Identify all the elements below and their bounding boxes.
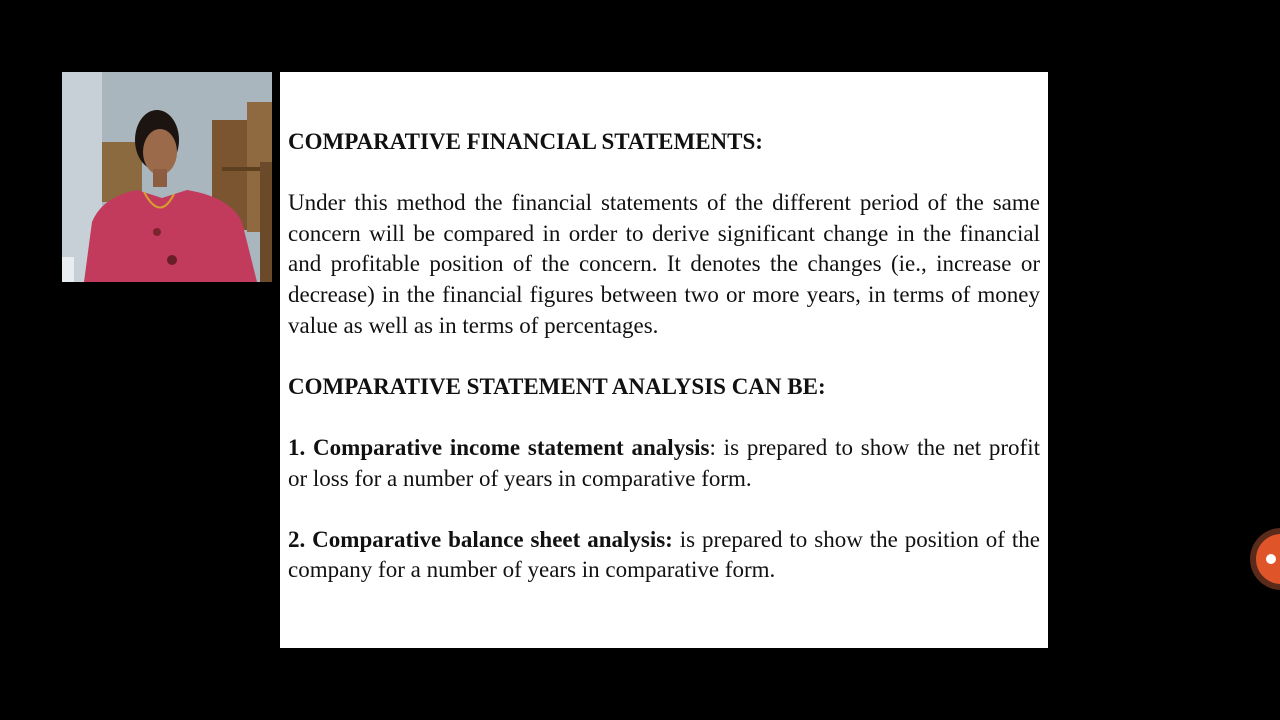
slide-heading-comparative-financial-statements: COMPARATIVE FINANCIAL STATEMENTS: bbox=[288, 129, 763, 154]
presentation-slide bbox=[280, 72, 1048, 648]
slide-content bbox=[288, 127, 1040, 586]
presenter-image bbox=[62, 72, 272, 282]
slide-heading-analysis-types: COMPARATIVE STATEMENT ANALYSIS CAN BE: bbox=[288, 373, 826, 399]
item-title: 1. Comparative income statement analysis bbox=[288, 434, 710, 460]
slide-list-item-income-statement bbox=[288, 433, 1040, 494]
presenter-webcam bbox=[62, 72, 272, 282]
record-dot bbox=[1266, 554, 1276, 564]
record-button[interactable] bbox=[1250, 528, 1280, 590]
slide-paragraph-definition: Under this method the financial statements of the different period of the same concern will be compared in order to derive significant change in the financial and profitable position of the concern. It denotes the changes (ie., increase or decrease) in the financial figures between two or more years, in terms of money value as well as in terms of percentages. bbox=[288, 190, 1040, 338]
item-text: is prepared to show the position of the company for a number of years in comparative form. bbox=[288, 526, 1040, 583]
slide-list-item-balance-sheet bbox=[288, 525, 1040, 586]
item-text: : is prepared to show the net profit or loss for a number of years in comparative form. bbox=[288, 434, 1040, 491]
item-title: 2. Comparative balance sheet analysis: bbox=[288, 526, 673, 552]
